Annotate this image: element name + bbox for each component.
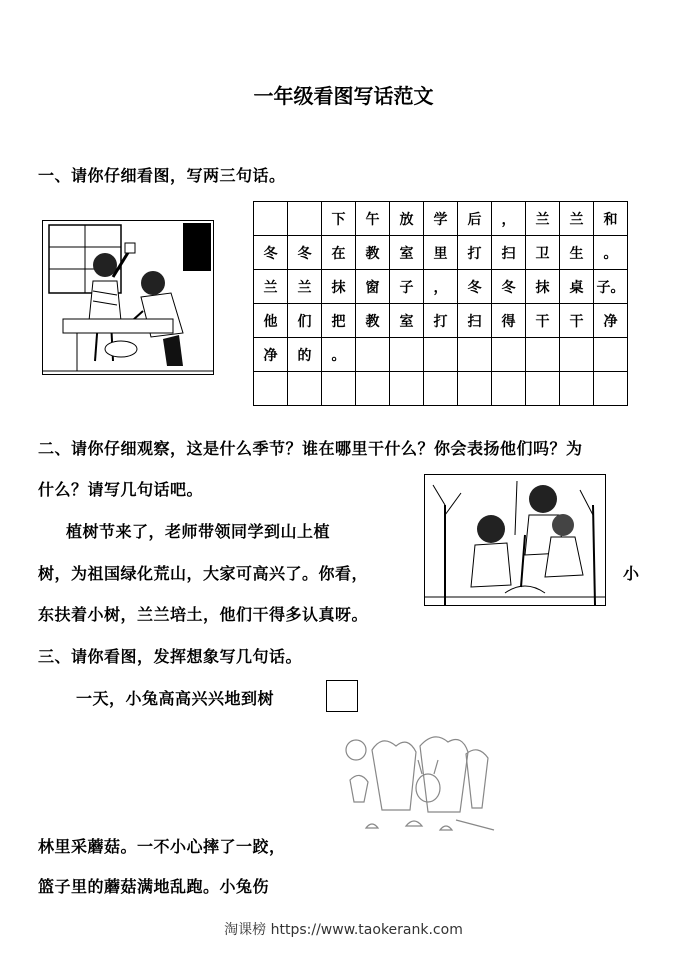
grid-cell bbox=[492, 372, 526, 406]
grid-row bbox=[254, 236, 628, 270]
grid-row bbox=[254, 372, 628, 406]
grid-cell: 学 bbox=[424, 202, 458, 236]
grid-cell bbox=[288, 372, 322, 406]
section3-paragraph-line2: 林里采蘑菇。一不小心摔了一跤， bbox=[38, 837, 286, 856]
section2-paragraph-line3: 东扶着小树，兰兰培土，他们干得多认真呀。 bbox=[38, 605, 369, 624]
grid-cell: 打 bbox=[424, 304, 458, 338]
grid-cell bbox=[526, 338, 560, 372]
grid-cell: 冬 bbox=[254, 236, 288, 270]
grid-cell: 净 bbox=[594, 304, 628, 338]
grid-cell: 教 bbox=[356, 304, 390, 338]
grid-row bbox=[254, 304, 628, 338]
grid-cell: 抹 bbox=[322, 270, 356, 304]
grid-cell bbox=[458, 372, 492, 406]
cleaning-classroom-illustration bbox=[42, 220, 214, 375]
grid-cell: 抹 bbox=[526, 270, 560, 304]
grid-cell: 。 bbox=[322, 338, 356, 372]
section2-heading-line1: 二、请你仔细观察，这是什么季节？谁在哪里干什么？你会表扬他们吗？为 bbox=[38, 439, 583, 458]
grid-cell: 把 bbox=[322, 304, 356, 338]
section2-paragraph-line2: 树，为祖国绿化荒山，大家可高兴了。你看， bbox=[38, 564, 369, 583]
tree-planting-illustration bbox=[424, 474, 606, 606]
grid-cell bbox=[356, 338, 390, 372]
grid-cell: ， bbox=[492, 202, 526, 236]
writing-grid bbox=[253, 201, 628, 406]
section1-heading: 一、请你仔细看图，写两三句话。 bbox=[38, 166, 286, 185]
grid-cell: 窗 bbox=[356, 270, 390, 304]
grid-cell: 干 bbox=[526, 304, 560, 338]
grid-cell: 扫 bbox=[492, 236, 526, 270]
grid-cell: 兰 bbox=[288, 270, 322, 304]
grid-cell bbox=[458, 338, 492, 372]
grid-cell: 教 bbox=[356, 236, 390, 270]
grid-cell bbox=[254, 372, 288, 406]
grid-cell bbox=[526, 372, 560, 406]
grid-cell: 冬 bbox=[288, 236, 322, 270]
grid-cell: 卫 bbox=[526, 236, 560, 270]
grid-cell: 冬 bbox=[492, 270, 526, 304]
grid-cell: 室 bbox=[390, 304, 424, 338]
grid-cell: 。 bbox=[594, 236, 628, 270]
grid-cell: 兰 bbox=[254, 270, 288, 304]
grid-cell: 子 bbox=[390, 270, 424, 304]
section2-paragraph-line1: 植树节来了，老师带领同学到山上植 bbox=[66, 522, 331, 541]
footer-watermark[interactable]: 淘课榜 https://www.taokerank.com bbox=[224, 922, 463, 938]
grid-cell: 里 bbox=[424, 236, 458, 270]
grid-cell: 和 bbox=[594, 202, 628, 236]
grid-cell bbox=[424, 372, 458, 406]
grid-cell bbox=[560, 338, 594, 372]
grid-cell bbox=[390, 338, 424, 372]
grid-cell bbox=[390, 372, 424, 406]
page-title: 一年级看图写话范文 bbox=[253, 84, 434, 108]
grid-cell: 兰 bbox=[526, 202, 560, 236]
grid-cell bbox=[356, 372, 390, 406]
grid-cell: 干 bbox=[560, 304, 594, 338]
rabbit-mushroom-illustration bbox=[336, 730, 498, 842]
section2-paragraph-line2-tail: 小 bbox=[623, 564, 640, 583]
grid-cell: 生 bbox=[560, 236, 594, 270]
grid-cell: 后 bbox=[458, 202, 492, 236]
grid-cell bbox=[254, 202, 288, 236]
grid-cell: 打 bbox=[458, 236, 492, 270]
grid-cell: 扫 bbox=[458, 304, 492, 338]
grid-cell: 室 bbox=[390, 236, 424, 270]
grid-cell bbox=[594, 338, 628, 372]
grid-cell: 得 bbox=[492, 304, 526, 338]
grid-cell bbox=[560, 372, 594, 406]
grid-cell: 冬 bbox=[458, 270, 492, 304]
answer-box[interactable] bbox=[326, 680, 358, 712]
section2-heading-line2: 什么？请写几句话吧。 bbox=[38, 480, 204, 499]
grid-cell bbox=[594, 372, 628, 406]
grid-cell: ， bbox=[424, 270, 458, 304]
grid-cell: 子。 bbox=[594, 270, 628, 304]
grid-cell: 午 bbox=[356, 202, 390, 236]
grid-cell: 的 bbox=[288, 338, 322, 372]
section3-heading: 三、请你看图，发挥想象写几句话。 bbox=[38, 647, 303, 666]
grid-cell bbox=[322, 372, 356, 406]
grid-cell: 净 bbox=[254, 338, 288, 372]
section3-paragraph-line1: 一天，小兔高高兴兴地到树 bbox=[76, 689, 275, 708]
grid-cell bbox=[424, 338, 458, 372]
grid-cell: 兰 bbox=[560, 202, 594, 236]
grid-row bbox=[254, 338, 628, 372]
grid-cell: 在 bbox=[322, 236, 356, 270]
grid-cell: 下 bbox=[322, 202, 356, 236]
grid-row bbox=[254, 270, 628, 304]
grid-cell bbox=[288, 202, 322, 236]
section3-paragraph-line3: 篮子里的蘑菇满地乱跑。小兔伤 bbox=[38, 877, 270, 896]
grid-cell: 桌 bbox=[560, 270, 594, 304]
grid-cell: 他 bbox=[254, 304, 288, 338]
grid-cell: 们 bbox=[288, 304, 322, 338]
grid-cell: 放 bbox=[390, 202, 424, 236]
grid-row bbox=[254, 202, 628, 236]
grid-cell bbox=[492, 338, 526, 372]
